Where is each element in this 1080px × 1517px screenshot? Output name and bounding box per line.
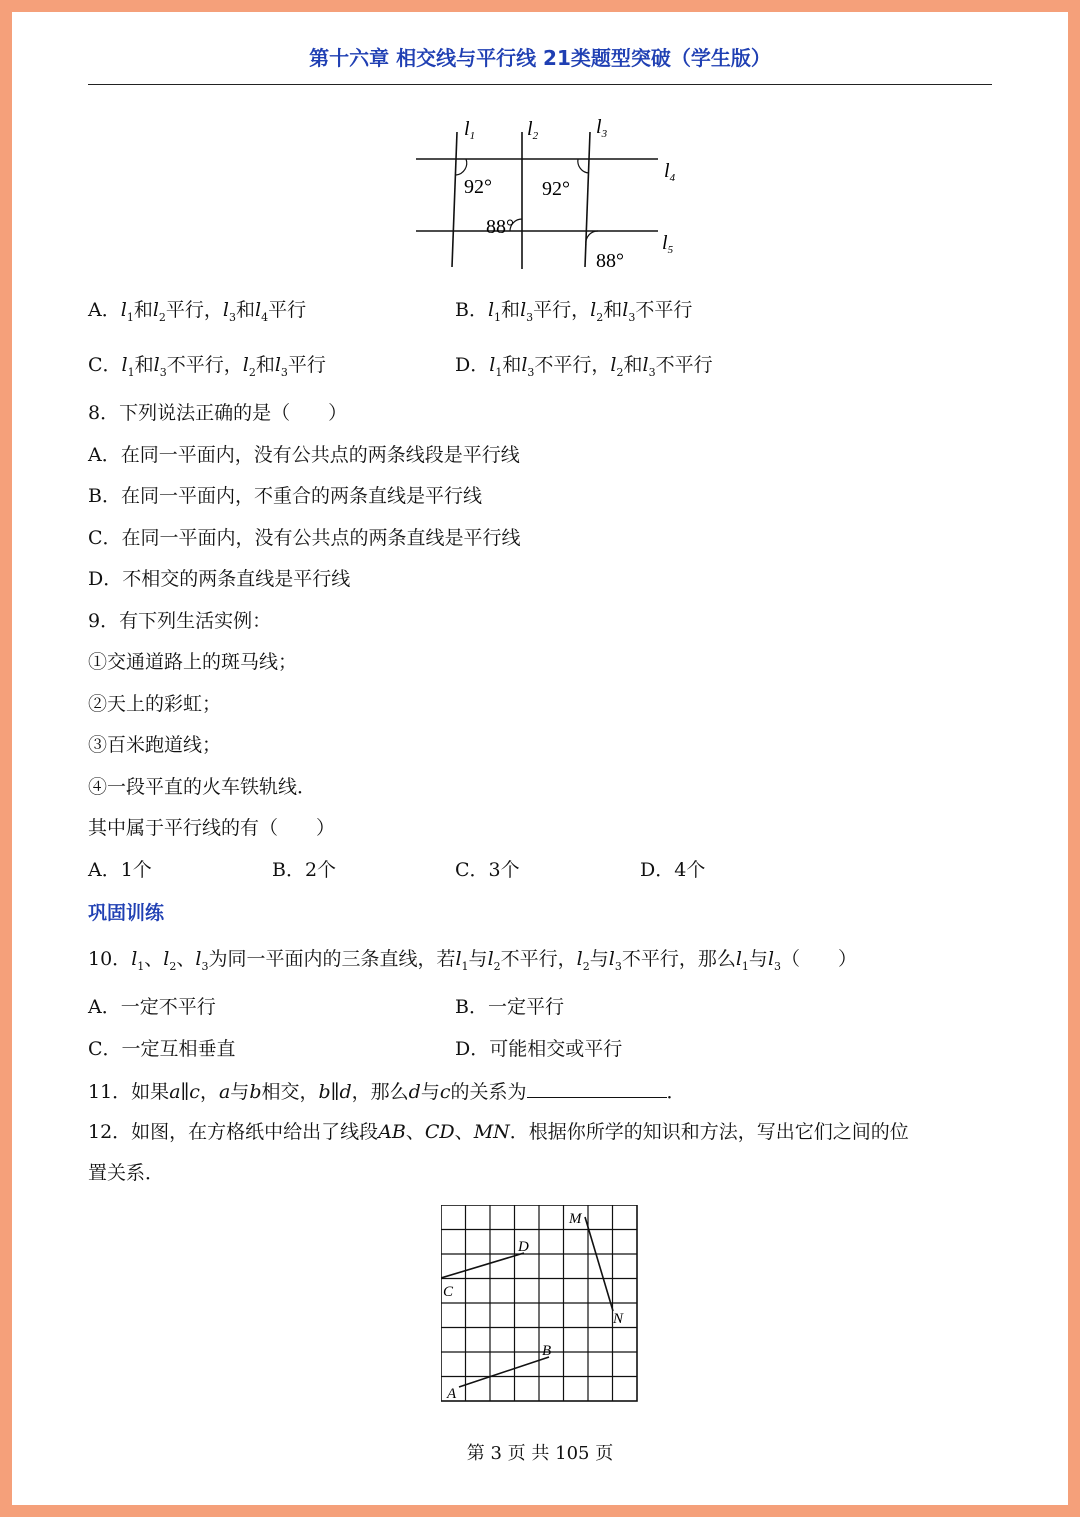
angle-arc-1 <box>456 159 467 175</box>
label-l2: $l_2$ <box>527 118 539 142</box>
section-heading: 巩固训练 <box>88 902 165 924</box>
segment-ab <box>459 1357 549 1387</box>
q9-option-b: B．2个 <box>272 859 337 881</box>
q9-item-1: ①交通道路上的斑马线； <box>88 651 298 673</box>
label-l4: $l_4$ <box>664 160 676 184</box>
q10-option-c: C．一定互相垂直 <box>88 1038 236 1060</box>
q7-option-b: B．$l_1$和$l_3$平行，$l_2$和$l_3$不平行 <box>455 299 693 324</box>
point-label-n: N <box>613 1311 624 1327</box>
angle-label-4: 88° <box>596 250 624 272</box>
segment-cd <box>441 1253 524 1278</box>
q7-option-a: A．$l_1$和$l_2$平行，$l_3$和$l_4$平行 <box>88 299 307 324</box>
q10-option-b: B．一定平行 <box>455 996 564 1018</box>
q9-item-3: ③百米跑道线； <box>88 734 222 756</box>
q8-option-b: B．在同一平面内，不重合的两条直线是平行线 <box>88 485 482 507</box>
page-footer: 第 3 页 共 105 页 <box>466 1443 614 1464</box>
q8-option-a: A．在同一平面内，没有公共点的两条线段是平行线 <box>88 444 520 466</box>
q9-question: 其中属于平行线的有（ ） <box>88 817 336 839</box>
point-label-d: D <box>518 1239 529 1255</box>
line-l3 <box>585 132 590 267</box>
q9-stem: 9．有下列生活实例： <box>88 610 272 632</box>
q9-item-2: ②天上的彩虹； <box>88 693 222 715</box>
point-label-a: A <box>447 1386 457 1402</box>
q9-item-4: ④一段平直的火车铁轨线． <box>88 776 317 798</box>
page-header-title: 第十六章 相交线与平行线 21类题型突破（学生版） <box>309 46 771 70</box>
q7-option-c: C．$l_1$和$l_3$不平行，$l_2$和$l_3$平行 <box>88 354 326 379</box>
parallel-lines-figure <box>402 107 692 282</box>
q8-option-d: D．不相交的两条直线是平行线 <box>88 568 351 590</box>
angle-arc-2 <box>578 159 589 173</box>
point-label-b: B <box>542 1343 552 1359</box>
q9-option-a: A．1个 <box>88 859 152 881</box>
grid-lines <box>441 1205 637 1401</box>
q9-option-d: D．4个 <box>640 859 706 881</box>
angle-label-1: 92° <box>464 176 492 198</box>
q8-option-c: C．在同一平面内，没有公共点的两条直线是平行线 <box>88 527 521 549</box>
line-l1 <box>452 132 457 267</box>
q12-stem-line1: 12．如图，在方格纸中给出了线段AB、CD、MN．根据你所学的知识和方法，写出它们之间的位 <box>88 1121 909 1143</box>
q9-option-c: C．3个 <box>455 859 520 881</box>
q12-stem-line2: 置关系． <box>88 1162 165 1184</box>
label-l3: $l_3$ <box>596 116 608 140</box>
q7-option-d: D．$l_1$和$l_3$不平行，$l_2$和$l_3$不平行 <box>455 354 713 379</box>
q10-option-a: A．一定不平行 <box>88 996 216 1018</box>
document-page <box>12 12 1068 1505</box>
label-l1: $l_1$ <box>464 118 476 142</box>
angle-arc-4 <box>586 231 598 245</box>
q10-stem: 10．$l_1$、$l_2$、$l_3$为同一平面内的三条直线，若$l_1$与$l_2$不平行，$l_2$与$l_3$不平行，那么$l_1$与$l_3$（ ） <box>88 948 858 973</box>
segment-mn <box>585 1217 613 1311</box>
point-label-m: M <box>569 1211 582 1227</box>
label-l5: $l_5$ <box>662 232 674 256</box>
angle-label-3: 88° <box>486 216 514 238</box>
q8-stem: 8．下列说法正确的是（ ） <box>88 402 348 424</box>
grid-figure <box>441 1205 641 1405</box>
q10-option-d: D．可能相交或平行 <box>455 1038 623 1060</box>
point-label-c: C <box>443 1284 454 1300</box>
q11-stem: 11．如果a∥c，a与b相交，b∥d，那么d与c的关系为 ． <box>88 1077 686 1105</box>
header-divider <box>88 84 992 85</box>
angle-label-2: 92° <box>542 178 570 200</box>
answer-blank[interactable] <box>527 1077 667 1098</box>
